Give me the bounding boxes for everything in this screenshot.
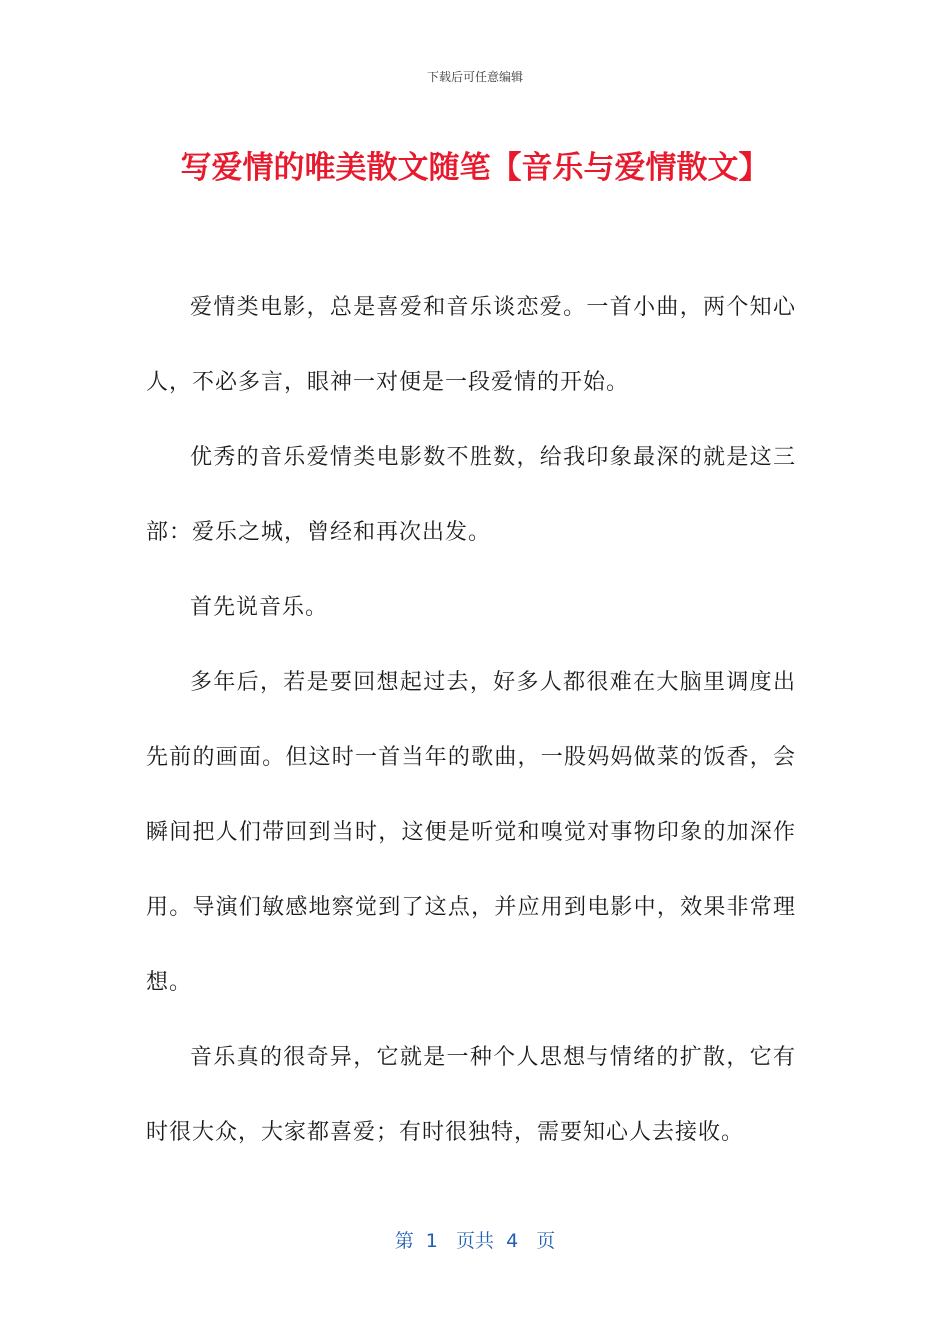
page-number: 第 1 页共 4 页 bbox=[394, 1230, 556, 1252]
header-note: 下载后可任意编辑 bbox=[426, 70, 523, 84]
paragraph: 优秀的音乐爱情类电影数不胜数，给我印象最深的就是这三部：爱乐之城，曾经和再次出发。 bbox=[146, 445, 796, 545]
paragraph: 爱情类电影，总是喜爱和音乐谈恋爱。一首小曲，两个知心人，不必多言，眼神一对便是一段爱情的开始。 bbox=[146, 295, 796, 395]
paragraph: 多年后，若是要回想起过去，好多人都很难在大脑里调度出先前的画面。但这时一首当年的歌曲，一股妈妈做菜的饭香，会瞬间把人们带回到当时，这便是听觉和嗅觉对事物印象的加深作用。导演们敏感地察觉到了这点，并应用到电影中，效果非常理想。 bbox=[146, 670, 796, 995]
document-body bbox=[146, 270, 796, 1170]
document-title: 写爱情的唯美散文随笔【音乐与爱情散文】 bbox=[180, 150, 770, 186]
paragraph: 音乐真的很奇异，它就是一种个人思想与情绪的扩散，它有时很大众，大家都喜爱；有时很独特，需要知心人去接收。 bbox=[146, 1045, 796, 1145]
paragraph: 首先说音乐。 bbox=[190, 595, 329, 620]
